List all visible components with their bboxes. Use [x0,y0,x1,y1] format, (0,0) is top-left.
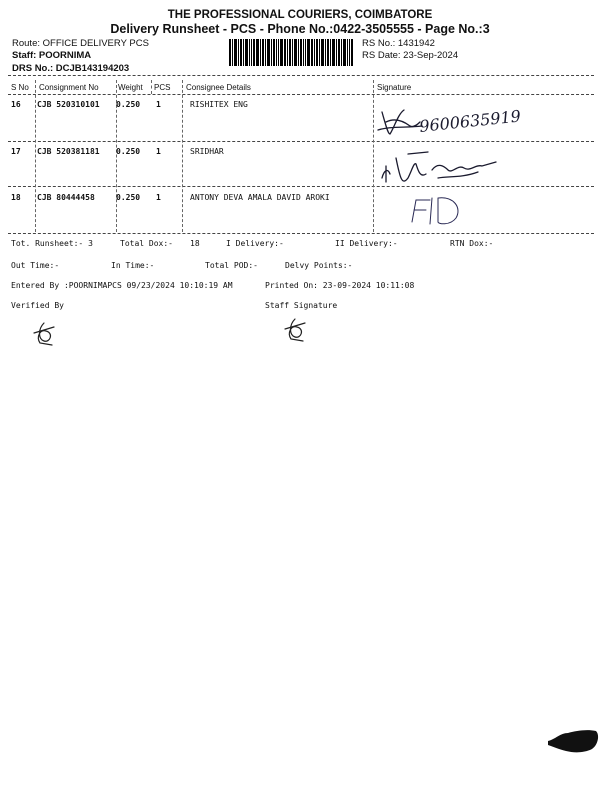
handwritten-signature-row-17 [378,148,508,188]
row-weight: 0.250 [116,100,141,109]
total-pod: Total POD:- [205,261,258,270]
staff-initials [283,317,309,343]
row-sno: 16 [11,100,21,109]
col-header-consignee: Consignee Details [186,83,251,92]
column-separator [35,80,36,232]
rs-number: RS No.: 1431942 [362,38,435,49]
divider [8,233,594,234]
staff-label: Staff: POORNIMA [12,50,92,61]
runsheet-subtitle: Delivery Runsheet - PCS - Phone No.:0422-3505555 - Page No.:3 [110,22,490,36]
ii-delivery: II Delivery:- [335,239,398,248]
col-header-consignment: Consignment No [39,83,99,92]
rtn-dox: RTN Dox:- [450,239,494,248]
col-header-signature: Signature [377,83,412,92]
verified-by-label: Verified By [11,301,64,310]
divider [8,141,594,142]
row-sno: 18 [11,193,21,202]
row-consignee: ANTONY DEVA AMALA DAVID AROKI [190,193,330,202]
handwritten-signature-row-16 [376,104,526,140]
col-header-pcs: PCS [154,83,171,92]
route-label: Route: OFFICE DELIVERY PCS [12,38,149,49]
row-pcs: 1 [156,193,161,202]
row-consignee: SRIDHAR [190,147,224,156]
column-separator [151,80,152,94]
printed-on: Printed On: 23-09-2024 10:11:08 [265,281,415,290]
row-weight: 0.250 [116,147,141,156]
total-dox-value: 18 [190,239,200,248]
svg-text:FID: FID [438,216,440,217]
in-time: In Time:- [111,261,155,270]
rs-date: RS Date: 23-Sep-2024 [362,50,459,61]
tot-runsheet: Tot. Runsheet:- 3 [11,239,93,248]
row-pcs: 1 [156,100,161,109]
ink-blot-mark [546,727,600,755]
row-consignee: RISHITEX ENG [190,100,248,109]
column-separator [182,80,183,232]
col-header-sno: S No [11,83,29,92]
divider [8,94,594,95]
row-consignment: CJB 520310101 [37,100,100,109]
row-pcs: 1 [156,147,161,156]
row-weight: 0.250 [116,193,141,202]
divider [8,75,594,76]
entered-by: Entered By :POORNIMAPCS 09/23/2024 10:10:19 AM [11,281,233,290]
delvy-points: Delvy Points:- [285,261,353,270]
company-title: THE PROFESSIONAL COURIERS, COIMBATORE [167,9,433,21]
total-dox-label: Total Dox:- [120,239,173,248]
col-header-weight: Weight [118,83,143,92]
verifier-initials [32,321,58,347]
row-sno: 17 [11,147,21,156]
out-time: Out Time:- [11,261,60,270]
i-delivery: I Delivery:- [226,239,284,248]
row-consignment: CJB 520381181 [37,147,100,156]
drs-number: DRS No.: DCJB143194203 [12,63,130,74]
staff-signature-label: Staff Signature [265,301,338,310]
row-consignment: CJB 80444458 [37,193,95,202]
barcode [229,39,353,66]
svg-text:9600635919: 9600635919 [418,106,522,136]
handwritten-signature-row-18 [408,194,468,228]
column-separator [373,80,374,232]
